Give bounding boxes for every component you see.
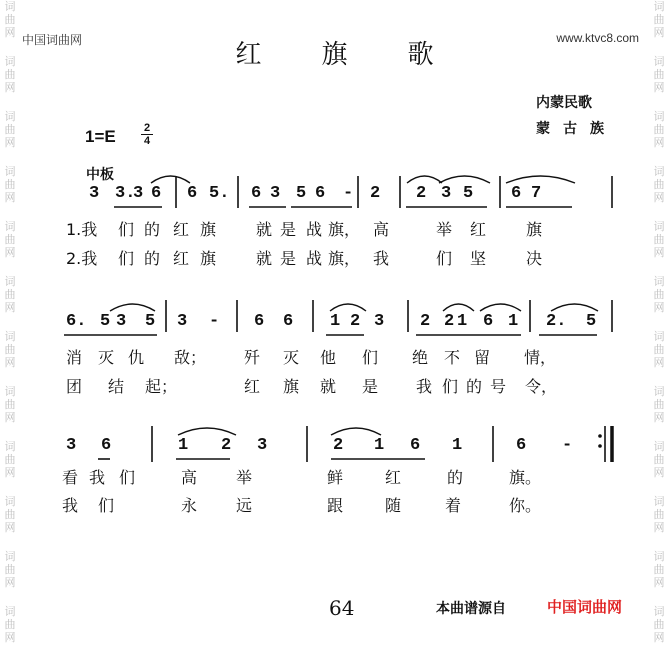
song-origin: 内蒙民歌 [536,95,592,111]
score-note: 5 [586,312,597,331]
score-note: 6 [516,436,527,455]
score-note: - [209,312,220,331]
watermark-char: 网 [4,191,16,204]
key-signature: 1=E [85,127,116,146]
lyric-verse1: 留 [474,348,491,367]
score-note: 7 [531,184,542,203]
lyric-verse2: 着 [445,496,462,515]
watermark-char: 网 [653,631,665,644]
watermark-char: 词 [4,55,16,68]
tie-slur [443,304,474,311]
lyric-verse1: 歼 [244,348,261,367]
lyric-verse2: 跟 [327,496,344,515]
watermark-char: 词 [653,0,665,13]
lyric-verse1: 他 [320,348,337,367]
lyric-verse1: 绝 [412,348,429,367]
score-note: 3 [270,184,281,203]
lyric-verse2: 就 [320,377,337,396]
score-note: 1 [330,312,341,331]
watermark-char: 词 [653,495,665,508]
score-note: 6 [187,184,198,203]
score-note: 6 [483,312,494,331]
score-note: 6 [315,184,326,203]
watermark-char: 曲 [4,68,16,81]
watermark-char: 曲 [653,13,665,26]
lyric-verse2: 是 [362,377,379,396]
watermark-char: 网 [653,246,665,259]
score-note: 1 [508,312,519,331]
score-note: 2 [333,436,344,455]
watermark-char: 网 [4,136,16,149]
watermark-char: 网 [4,466,16,479]
tie-slur [110,304,155,311]
tie-slur [439,176,490,183]
watermark-char: 网 [653,576,665,589]
score-note: 6 [251,184,262,203]
lyric-verse1: 仇 [128,348,145,367]
score-note: 3 [257,436,268,455]
watermark-char: 曲 [4,178,16,191]
score-note: 2 [444,312,455,331]
tie-slur [407,176,442,183]
lyric-verse2: 我 [373,249,390,268]
score-note: 3 [133,184,144,203]
watermark-char: 词 [653,440,665,453]
watermark-char: 网 [653,81,665,94]
watermark-char: 曲 [653,68,665,81]
watermark-char: 曲 [4,233,16,246]
lyric-verse2: 们 [442,377,459,396]
lyric-verse1: 红 [470,220,487,239]
lyric-verse2: 随 [385,496,402,515]
lyric-verse1: 高 [181,468,198,487]
watermark-char: 曲 [4,288,16,301]
lyric-verse1: 我 [89,468,106,487]
lyric-verse2: 你。 [509,496,542,515]
watermark-char: 曲 [653,508,665,521]
lyric-verse1: 灭 [98,348,115,367]
watermark-char: 网 [653,26,665,39]
lyric-verse2: 号 [490,377,507,396]
score-note: 5. [209,184,230,203]
tie-slur [178,428,236,435]
tie-slur [551,304,598,311]
score-note: 3 [116,312,127,331]
score-note: 6 [283,312,294,331]
page-number: 64 [329,596,355,620]
lyric-verse1: 旗。 [509,468,542,487]
lyric-verse2: 远 [236,496,253,515]
watermark-char: 网 [4,521,16,534]
lyric-verse1: 们 [362,348,379,367]
score-note: 3 [66,436,77,455]
lyric-verse1: 消 [66,348,83,367]
watermark-char: 网 [653,411,665,424]
score-note: 3 [177,312,188,331]
watermark-char: 网 [653,356,665,369]
score-note: 6 [511,184,522,203]
watermark-char: 曲 [653,343,665,356]
tempo-marking: 中板 [86,167,114,183]
lyric-verse2: 我 [416,377,433,396]
watermark-char: 曲 [4,508,16,521]
lyric-verse1: 是 [280,220,297,239]
time-signature-bottom: 4 [143,135,151,147]
lyric-verse2: 红 [244,377,261,396]
watermark-char: 词 [4,440,16,453]
score-note: 6 [410,436,421,455]
watermark-char: 曲 [653,398,665,411]
watermark-char: 网 [4,411,16,424]
score-note: - [562,436,573,455]
watermark-char: 曲 [653,178,665,191]
watermark-char: 曲 [4,563,16,576]
watermark-char: 词 [4,495,16,508]
watermark-char: 词 [653,605,665,618]
lyric-verse2: 红 [173,249,190,268]
score-note: 6 [254,312,265,331]
watermark-char: 网 [4,81,16,94]
score-note: - [343,184,354,203]
lyric-verse2: 永 [181,496,198,515]
watermark-char: 网 [4,631,16,644]
lyric-verse2: 决 [526,249,543,268]
lyric-verse1: 看 [62,468,79,487]
watermark-char: 词 [4,275,16,288]
lyric-verse2: 就 [256,249,273,268]
lyric-verse2: 战 [306,249,323,268]
score-note: 1 [457,312,468,331]
lyric-verse1: 旗， [328,220,361,239]
lyric-verse2: 们 [118,249,135,268]
score-note: 1 [374,436,385,455]
lyric-verse1: 们 [118,220,135,239]
score-note: 1 [452,436,463,455]
watermark-char: 网 [653,521,665,534]
lyric-verse2: 我 [62,496,79,515]
score-note: 5 [296,184,307,203]
score-note: 2 [221,436,232,455]
lyric-verse2: 令， [525,377,558,396]
source-site-link[interactable]: 中国词曲网 [547,598,623,616]
lyric-verse1: 举 [436,220,453,239]
lyric-verse2: 旗 [200,249,217,268]
lyric-verse1: 红 [385,468,402,487]
tie-slur [480,304,521,311]
lyric-verse1: 举 [236,468,253,487]
watermark-char: 网 [4,301,16,314]
song-title: 红旗歌 [235,40,494,70]
lyric-verse1: 不 [444,348,461,367]
source-label: 本曲谱源自 [436,601,506,617]
watermark-char: 曲 [4,123,16,136]
score-note: 5 [463,184,474,203]
watermark-char: 网 [4,246,16,259]
watermark-char: 网 [653,191,665,204]
watermark-char: 曲 [4,343,16,356]
lyric-verse1: 旗 [200,220,217,239]
watermark-char: 词 [653,220,665,233]
watermark-char: 曲 [653,123,665,136]
lyric-verse2: 是 [280,249,297,268]
watermark-char: 词 [653,110,665,123]
watermark-gap [650,644,668,660]
score-note: 3. [115,184,136,203]
watermark-url[interactable]: www.ktvc8.com [556,31,639,45]
lyric-verse1: 旗 [526,220,543,239]
song-ethnic-group: 蒙古族 [536,121,617,137]
watermark-char: 词 [4,220,16,233]
lyric-verse2: 们 [436,249,453,268]
score-note: 3 [89,184,100,203]
lyric-verse1: 的 [144,220,161,239]
score-note: 6 [151,184,162,203]
watermark-char: 网 [4,26,16,39]
watermark-char: 曲 [653,288,665,301]
score-note: 2. [546,312,567,331]
watermark-char: 词 [4,605,16,618]
lyric-verse2: 2.我 [66,249,98,268]
lyric-verse2: 旗 [283,377,300,396]
tie-slur [506,176,575,183]
score-note: 3 [441,184,452,203]
watermark-char: 曲 [4,618,16,631]
score-note: 6 [101,436,112,455]
lyric-verse2: 的 [144,249,161,268]
lyric-verse2: 旗， [328,249,361,268]
lyric-verse1: 红 [173,220,190,239]
watermark-char: 曲 [653,453,665,466]
watermark-char: 网 [653,136,665,149]
watermark-char: 网 [4,356,16,369]
tie-slur [330,304,366,311]
tie-slur [331,428,381,435]
watermark-char: 词 [653,165,665,178]
repeat-dot [598,434,602,438]
lyric-verse1: 们 [119,468,136,487]
watermark-char: 词 [653,55,665,68]
lyric-verse1: 战 [306,220,323,239]
watermark-char: 词 [4,110,16,123]
watermark-char: 词 [653,330,665,343]
watermark-char: 词 [4,385,16,398]
watermark-char: 词 [653,385,665,398]
score-note: 5 [100,312,111,331]
watermark-char: 曲 [653,233,665,246]
watermark-char: 网 [653,466,665,479]
score-note: 2 [416,184,427,203]
lyric-verse1: 鲜 [327,468,344,487]
watermark-char: 词 [653,275,665,288]
score-note: 2 [370,184,381,203]
watermark-char: 曲 [653,618,665,631]
lyric-verse1: 敌； [174,348,207,367]
score-note: 2 [350,312,361,331]
lyric-verse2: 起； [145,377,178,396]
score-note: 5 [145,312,156,331]
score-note: 1 [178,436,189,455]
lyric-verse2: 们 [98,496,115,515]
repeat-dot [598,444,602,448]
lyric-verse1: 1.我 [66,220,98,239]
watermark-char: 词 [4,0,16,13]
lyric-verse1: 高 [373,220,390,239]
score-note: 6. [66,312,87,331]
lyric-verse2: 的 [466,377,483,396]
watermark-char: 词 [4,550,16,563]
lyric-verse1: 情， [524,348,557,367]
watermark-char: 词 [653,550,665,563]
watermark-gap [1,644,19,660]
lyric-verse1: 就 [256,220,273,239]
lyric-verse1: 灭 [283,348,300,367]
lyric-verse2: 坚 [470,249,487,268]
watermark-char: 曲 [4,398,16,411]
lyric-verse2: 结 [108,377,125,396]
watermark-char: 曲 [653,563,665,576]
watermark-char: 网 [653,301,665,314]
lyric-verse2: 团 [66,377,83,396]
watermark-char: 词 [4,330,16,343]
tie-slur [151,176,190,183]
watermark-char: 词 [4,165,16,178]
watermark-char: 曲 [4,453,16,466]
watermark-site-name: 中国词曲网 [22,33,83,47]
watermark-char: 曲 [4,13,16,26]
score-note: 3 [374,312,385,331]
watermark-char: 网 [4,576,16,589]
lyric-verse1: 的 [447,468,464,487]
score-note: 2 [420,312,431,331]
time-signature-top: 2 [141,122,153,135]
